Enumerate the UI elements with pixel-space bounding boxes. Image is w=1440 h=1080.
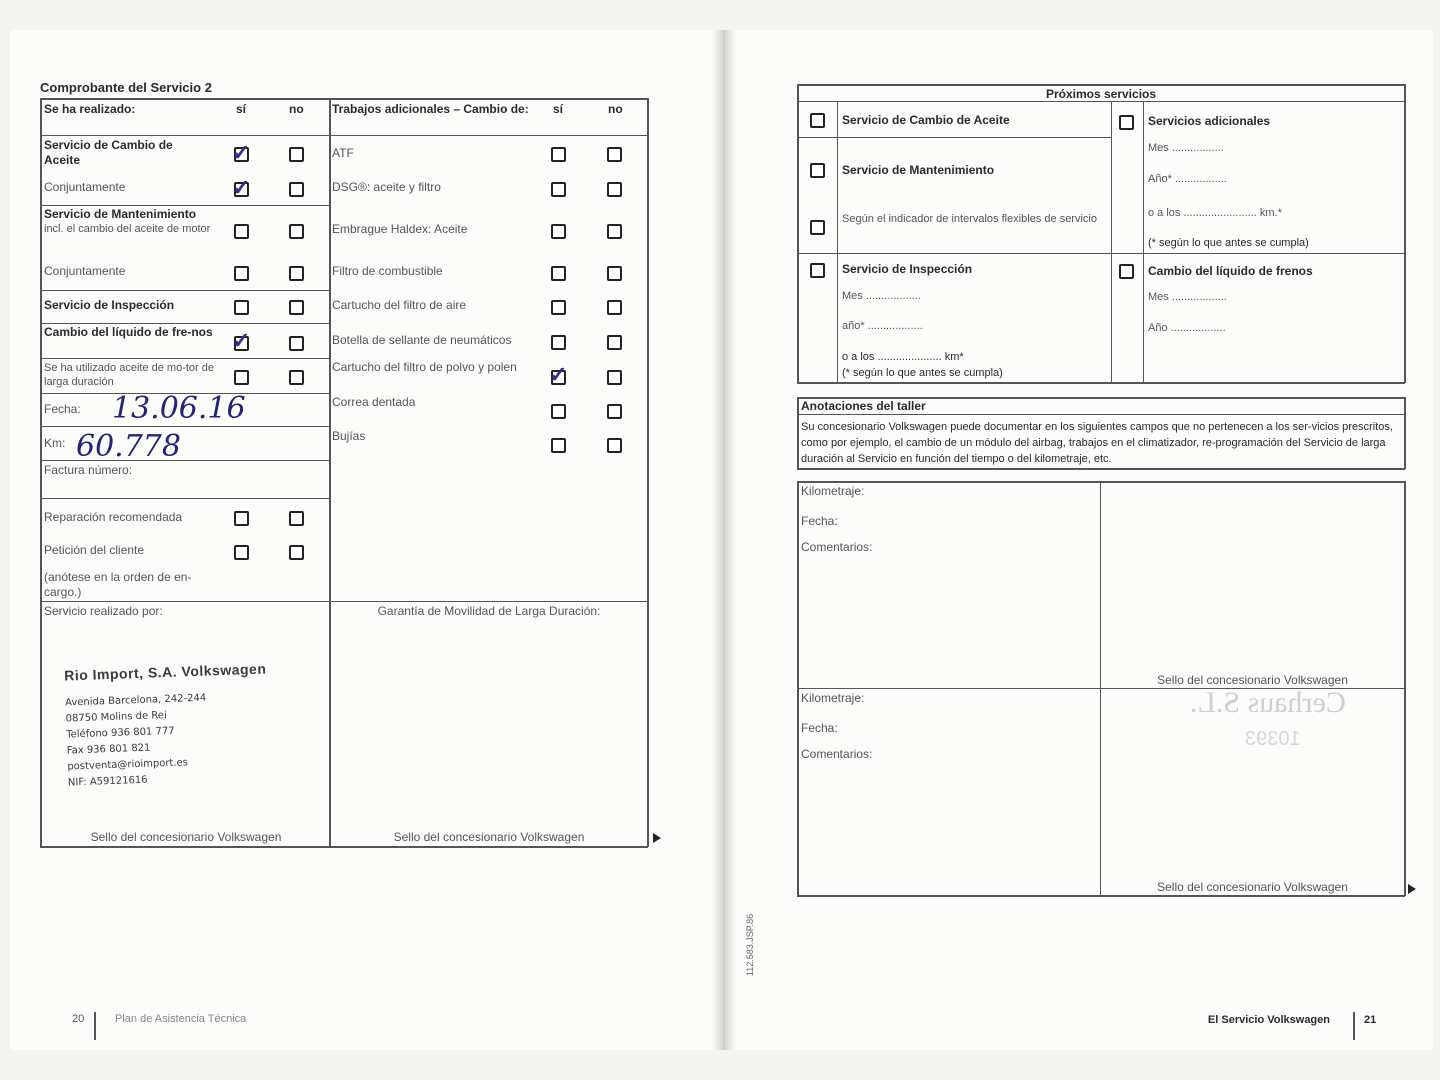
rule bbox=[40, 358, 330, 359]
checkbox-si[interactable] bbox=[234, 370, 249, 385]
table-divider-middle bbox=[329, 98, 331, 847]
row-label-conjuntamente: Conjuntamente bbox=[44, 180, 126, 194]
mes-field[interactable]: Mes .................. bbox=[842, 290, 921, 302]
mes-field[interactable]: Mes .................. bbox=[1148, 291, 1227, 303]
trabajo-combustible: Filtro de combustible bbox=[332, 264, 443, 278]
stamp-name: Rio Import, S.A. Volkswagen bbox=[63, 660, 267, 684]
checkbox-si[interactable] bbox=[551, 335, 566, 350]
checkbox-no[interactable] bbox=[607, 335, 622, 350]
footer-divider bbox=[1353, 1012, 1355, 1040]
checkbox-no[interactable] bbox=[607, 147, 622, 162]
sello-label: Sello del concesionario Volkswagen bbox=[90, 830, 282, 844]
trabajo-dsg: DSG®: aceite y filtro bbox=[332, 180, 441, 194]
segun-note: (* según lo que antes se cumpla) bbox=[842, 367, 1003, 379]
ano-field[interactable]: año* .................. bbox=[842, 320, 923, 332]
table-border-right bbox=[647, 98, 649, 847]
checkbox-no[interactable] bbox=[607, 224, 622, 239]
side-code: 112.583.JSP.86 bbox=[745, 913, 755, 977]
checkbox-no[interactable] bbox=[289, 336, 304, 351]
checkbox-no[interactable] bbox=[607, 404, 622, 419]
stamp-line: Teléfono 936 801 777 bbox=[66, 725, 175, 741]
peticion-label: Petición del cliente bbox=[44, 543, 145, 557]
fecha-value[interactable]: 13.06.16 bbox=[112, 391, 246, 426]
label-segun-indicador: Según el indicador de intervalos flexibles de servicio bbox=[842, 213, 1097, 225]
footer-divider bbox=[94, 1012, 96, 1040]
stamp-line: Avenida Barcelona, 242-244 bbox=[64, 692, 207, 709]
rule bbox=[797, 84, 1405, 86]
checkbox-si[interactable] bbox=[234, 300, 249, 315]
row-label-cambio-aceite: Servicio de Cambio de Aceite bbox=[44, 138, 173, 167]
checkbox-si[interactable] bbox=[551, 147, 566, 162]
label-adicionales: Servicios adicionales bbox=[1148, 114, 1271, 128]
table-border-left bbox=[40, 98, 42, 847]
row-label-mantenimiento: Servicio de Mantenimiento bbox=[44, 207, 197, 221]
anotese-label: (anótese en la orden de en-cargo.) bbox=[44, 570, 192, 599]
ano-field[interactable]: Año .................. bbox=[1148, 322, 1226, 334]
rule bbox=[797, 137, 1111, 138]
stamp-line: NIF: A59121616 bbox=[67, 774, 148, 789]
checkmark-icon: ✓ bbox=[232, 140, 251, 165]
checkbox-liquido[interactable] bbox=[1119, 264, 1134, 279]
checkbox-si[interactable] bbox=[234, 224, 249, 239]
rule bbox=[797, 481, 1405, 483]
kilometraje-label: Kilometraje: bbox=[801, 691, 865, 705]
rule bbox=[797, 895, 1405, 897]
footer-page-number: 20 bbox=[72, 1013, 85, 1025]
no-header: no bbox=[289, 102, 304, 116]
checkbox-cambio-aceite[interactable] bbox=[810, 113, 825, 128]
sello-label: Sello del concesionario Volkswagen bbox=[393, 830, 585, 844]
kilometraje-label: Kilometraje: bbox=[801, 484, 865, 498]
book-spine bbox=[712, 30, 736, 1050]
checkbox-si[interactable] bbox=[551, 224, 566, 239]
servicio-realizado-label: Servicio realizado por: bbox=[44, 604, 163, 618]
faded-stamp: Cerhaus S.L. bbox=[1190, 686, 1346, 719]
si-header: sí bbox=[553, 102, 564, 116]
page-title: Comprobante del Servicio 2 bbox=[40, 80, 212, 95]
checkbox-no[interactable] bbox=[607, 182, 622, 197]
km-value[interactable]: 60.778 bbox=[76, 429, 181, 464]
row-label-liquido-frenos: Cambio del líquido de fre-nos bbox=[44, 325, 213, 339]
checkbox-no[interactable] bbox=[289, 147, 304, 162]
row-sublabel: incl. el cambio del aceite de motor bbox=[44, 223, 211, 235]
rule bbox=[797, 253, 1405, 254]
anotaciones-text: Su concesionario Volkswagen puede documentar en los siguientes campos que no pertenecen a los ser-vicios prescritos, como por ejemplo, el cambio de un módulo del airbag, trabajos en el climatizador, re-programación del Servicio de larga duración al Servicio en función del tiempo o del kilometraje, etc. bbox=[801, 421, 1393, 465]
row-label-aceite-larga: Se ha utilizado aceite de mo-tor de larga duración bbox=[44, 362, 214, 388]
trabajo-haldex: Embrague Haldex: Aceite bbox=[332, 222, 468, 236]
checkbox-si[interactable] bbox=[234, 266, 249, 281]
anotaciones-title: Anotaciones del taller bbox=[801, 399, 926, 413]
sello-label: Sello del concesionario Volkswagen bbox=[1157, 880, 1348, 894]
checkbox-no[interactable] bbox=[607, 438, 622, 453]
table-border-bottom bbox=[40, 846, 648, 848]
checkbox-si[interactable] bbox=[551, 182, 566, 197]
trabajo-correa: Correa dentada bbox=[332, 395, 416, 409]
checkmark-icon: ✓ bbox=[549, 362, 568, 387]
checkbox-no[interactable] bbox=[289, 182, 304, 197]
sello-label: Sello del concesionario Volkswagen bbox=[1157, 673, 1348, 687]
footer-text: Plan de Asistencia Técnica bbox=[115, 1013, 247, 1025]
factura-label: Factura número: bbox=[44, 463, 133, 477]
trabajo-sellante: Botella de sellante de neumáticos bbox=[332, 333, 512, 347]
label-liquido: Cambio del líquido de frenos bbox=[1148, 264, 1313, 278]
checkbox-mantenimiento[interactable] bbox=[810, 163, 825, 178]
col1-header: Se ha realizado: bbox=[44, 102, 136, 116]
footer-page-number: 21 bbox=[1364, 1014, 1377, 1026]
rule bbox=[797, 382, 1405, 384]
km-label: Km: bbox=[44, 436, 66, 450]
checkbox-no[interactable] bbox=[289, 300, 304, 315]
mes-field[interactable]: Mes ................. bbox=[1148, 142, 1224, 154]
rule bbox=[1111, 101, 1112, 383]
header-rule bbox=[40, 135, 648, 136]
checkbox-no[interactable] bbox=[289, 224, 304, 239]
dealer-stamp bbox=[64, 661, 270, 792]
checkbox-no[interactable] bbox=[289, 266, 304, 281]
proximos-title: Próximos servicios bbox=[1045, 87, 1157, 101]
trabajo-atf: ATF bbox=[332, 146, 354, 160]
checkbox-si[interactable] bbox=[551, 438, 566, 453]
next-arrow-icon bbox=[653, 833, 661, 843]
checkmark-icon: ✓ bbox=[232, 328, 251, 353]
rule bbox=[40, 323, 330, 324]
reparacion-label: Reparación recomendada bbox=[44, 510, 183, 524]
rule bbox=[837, 101, 838, 383]
faded-stamp-number: 10393 bbox=[1245, 728, 1301, 750]
checkbox-si[interactable] bbox=[551, 404, 566, 419]
next-arrow-icon bbox=[1408, 884, 1416, 894]
garantia-label: Garantía de Movilidad de Larga Duración: bbox=[377, 604, 601, 618]
checkbox-no[interactable] bbox=[289, 370, 304, 385]
checkbox-no[interactable] bbox=[289, 545, 304, 560]
rule bbox=[797, 397, 799, 469]
si-header: sí bbox=[236, 102, 247, 116]
checkbox-si[interactable] bbox=[551, 300, 566, 315]
checkbox-inspeccion[interactable] bbox=[810, 263, 825, 278]
no-header: no bbox=[608, 102, 623, 116]
rule bbox=[40, 426, 330, 427]
checkmark-icon: ✓ bbox=[232, 175, 251, 200]
fecha-label: Fecha: bbox=[801, 721, 838, 735]
checkbox-no[interactable] bbox=[607, 300, 622, 315]
ano-field[interactable]: Año* ................. bbox=[1148, 173, 1227, 185]
checkbox-no[interactable] bbox=[607, 370, 622, 385]
checkbox-si[interactable] bbox=[234, 511, 249, 526]
checkbox-adicionales[interactable] bbox=[1119, 115, 1134, 130]
col2-header: Trabajos adicionales – Cambio de: bbox=[332, 102, 529, 116]
rule bbox=[40, 205, 330, 206]
stamp-line: postventa@rioimport.es bbox=[67, 757, 189, 773]
label-inspeccion: Servicio de Inspección bbox=[842, 262, 973, 276]
stamp-line: Fax 936 801 821 bbox=[66, 742, 151, 757]
trabajo-filtro-aire: Cartucho del filtro de aire bbox=[332, 298, 467, 312]
footer-text: El Servicio Volkswagen bbox=[1207, 1014, 1330, 1026]
checkbox-no[interactable] bbox=[289, 511, 304, 526]
fecha-label: Fecha: bbox=[44, 402, 81, 416]
fecha-label: Fecha: bbox=[801, 514, 838, 528]
rule bbox=[40, 498, 330, 499]
checkbox-segun-indicador[interactable] bbox=[810, 220, 825, 235]
row-label-conjuntamente: Conjuntamente bbox=[44, 264, 126, 278]
rule bbox=[797, 84, 799, 383]
comentarios-label: Comentarios: bbox=[801, 540, 873, 554]
km-field[interactable]: o a los ..................... km* bbox=[842, 351, 964, 363]
row-label-inspeccion: Servicio de Inspección bbox=[44, 298, 175, 312]
stamp-line: 08750 Molins de Rei bbox=[65, 710, 167, 725]
checkbox-si[interactable] bbox=[234, 545, 249, 560]
trabajo-polen: Cartucho del filtro de polvo y polen bbox=[332, 360, 517, 374]
trabajo-bujias: Bujías bbox=[332, 429, 366, 443]
checkbox-no[interactable] bbox=[607, 266, 622, 281]
rule bbox=[1404, 397, 1406, 469]
label-mantenimiento: Servicio de Mantenimiento bbox=[842, 163, 995, 177]
comentarios-label: Comentarios: bbox=[801, 747, 873, 761]
rule bbox=[1143, 101, 1144, 383]
checkbox-si[interactable] bbox=[551, 266, 566, 281]
rule bbox=[40, 290, 330, 291]
rule bbox=[797, 414, 1405, 415]
km-field[interactable]: o a los ........................ km.* bbox=[1148, 207, 1282, 219]
table-border-top bbox=[40, 98, 648, 100]
rule bbox=[1404, 84, 1406, 383]
label-cambio-aceite: Servicio de Cambio de Aceite bbox=[842, 113, 1010, 127]
rule bbox=[40, 601, 648, 602]
rule bbox=[797, 468, 1405, 470]
segun-note: (* según lo que antes se cumpla) bbox=[1148, 237, 1309, 249]
